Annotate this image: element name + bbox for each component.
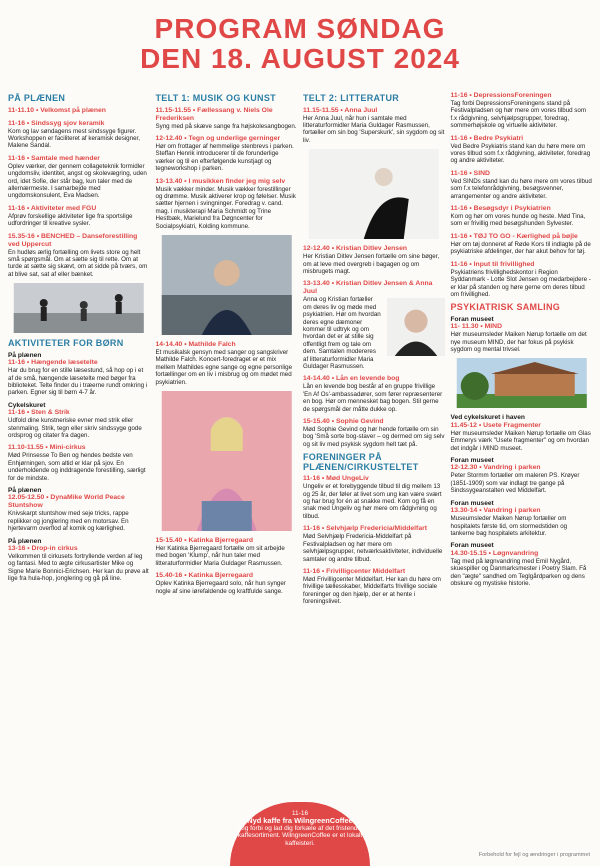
- event-heading: 14-14.40 • Mathilde Falch: [155, 340, 236, 348]
- event-item: [451, 457, 593, 495]
- event-body: Hør om tøj donneret af Røde Kors til indlagte på de psykiatriske afdelinger, der har akut behov for tøj.: [450, 240, 591, 256]
- dance-photo: [8, 283, 150, 333]
- museum-photo: [451, 358, 593, 408]
- event-item: [451, 261, 593, 299]
- event-heading: 14.30-15.15 • Løgnvandring: [450, 549, 539, 557]
- event-location: På plænen: [8, 351, 42, 359]
- event-heading: 11-16 • Sten & Strik: [8, 409, 70, 417]
- event-item: [8, 487, 150, 533]
- event-heading: 11-16 • TØJ TO GO - Kærlighed på bøjle: [450, 232, 578, 240]
- kristian-photo: [387, 298, 445, 356]
- event-body: Har du brug for en stille læsestund, så hop op i et af de små, hængende læsetelte med bøger fra biblioteket. Telte finder du i træerne rundt omkring i parken. Egner sig til børn 4-7 år.: [8, 367, 148, 397]
- event-item: [156, 107, 298, 130]
- event-item: [8, 538, 150, 583]
- column-2: [156, 92, 298, 827]
- event-item: [156, 537, 298, 567]
- column-3: [303, 92, 445, 827]
- event-location: Foran museet: [450, 457, 494, 465]
- event-heading: 11-11.10 • Velkomst på plænen: [8, 106, 106, 114]
- event-heading: 12.05-12.50 • DynaMike World Peace Stuntshow: [8, 494, 125, 510]
- column-1: [8, 92, 150, 827]
- event-heading: 11-16 • Input til frivillighed: [450, 260, 535, 268]
- event-item: [303, 107, 445, 145]
- event-body: Syng med på skæve sange fra højskolesangbogen.: [155, 122, 297, 130]
- footnote: Forbehold for fejl og ændringer i programmet: [478, 852, 590, 858]
- event-location: Foran museet: [450, 499, 494, 507]
- event-heading: 11-16 • Sindssyg sjov keramik: [8, 119, 105, 127]
- event-body: Mød Frivilligcenter Middelfart. Her kan du høre om frivillige tællesskaber, Middelfarts frivillige sociale foreninger og den hjælp, der er at hente i foreningslivet.: [303, 575, 441, 606]
- event-item: [303, 475, 445, 520]
- event-item: [303, 525, 445, 563]
- event-body: En hudløs ærlig fortælling om livets store og helt små spørgsmål. Om at sætte sig til rette. Om at turde at sætte sig skævt, om at sidde på tværs, om at blive sat, sat af eller bænket.: [8, 248, 148, 278]
- event-heading: 15-15.40 • Katinka Bjerregaard: [155, 537, 254, 544]
- event-body: Her Kristian Ditlev Jensen fortælle om sine bøger, om at leve med overgreb i bagagen og om misbrugets magt.: [303, 253, 440, 275]
- event-location: Foran museet: [450, 315, 494, 323]
- event-body: Musik vækker minder. Musik vækker forestillinger og drømme. Musik aktiverer krop og følelser. Musik sætter hjernen i svingninger. Foredrag v. cand. mag. i musikterapi Maria Schmidt og Trine Hestbæk, Marielund fra Døgncenter for Socialpsykiatri, Kolding kommune.: [155, 185, 296, 230]
- event-body: Oplev Katinka Bjerregaard solo, når hun synger nogle af sine iørefaldende og kraftfulde sange.: [155, 580, 286, 595]
- event-body: Velkommen til cirkusets fortryllende verden af leg og fantasi. Med to ægte cirkusartister Mike og Signe Marie Bonnici-Erichsen. Her kan du prøve alt lige fra hula-hop, jonglering og gå på line.: [8, 553, 149, 583]
- event-heading: 11.45-12 • Usete Fragmenter: [450, 421, 541, 429]
- event-heading: 11-16 • Frivilligcenter Middelfart: [303, 567, 406, 575]
- coffee-banner: [230, 802, 370, 866]
- event-body: Mød Selvhjælp Fredericia-Middelfart på Festivalpladsen og hør mere om selvhjælpsgrupper, netværksaktiviteter, individuelle samtaler og andre tilbud.: [303, 533, 443, 563]
- event-heading: 12-12.30 • Vandring i parken: [450, 464, 541, 472]
- event-item: [451, 135, 593, 165]
- event-item: [8, 205, 150, 228]
- event-heading: 11-16 • SIND: [450, 169, 490, 177]
- event-location: Foran museet: [450, 542, 494, 550]
- event-item: [303, 568, 445, 606]
- event-heading: 11-16 • DepressionsForeningen: [450, 92, 552, 99]
- title-line-1: PROGRAM SØNDAG: [154, 13, 446, 44]
- event-item: [8, 107, 150, 115]
- event-heading: 11-16 • Bedre Psykiatri: [450, 134, 524, 142]
- event-body: Lån en levende bog består af en gruppe frivillige 'En Af Os'-ambassadører, som fører repræsenterer en bog. Hør om mennesket bag bogen. Stil gerne de spørgsmål der måtte dukke op.: [303, 383, 443, 413]
- event-location: På plænen: [8, 486, 42, 494]
- event-body: Ungeliv er et forebyggende tilbud til dig mellem 13 og 25 år, der føler at livet som ung kan være svært og har brug for én at snakke med. Kom og få en snak med Ungeliv og hør mere om rådgivning og tilbud.: [303, 483, 442, 520]
- event-item: [451, 233, 593, 256]
- program-columns: [8, 92, 592, 827]
- event-item: [156, 135, 298, 173]
- event-body: Hør museumsleder Maiken Nørup fortælle om det nye museum MIND, der har fokus på psykisk sygdom og mental trivsel.: [450, 331, 587, 354]
- section-heading: TELT 2: LITTERATUR: [303, 93, 400, 103]
- event-body: Psykiatriens frivillighedskontor i Region Syddanmark - Lotte Slot Jensen og medarbejdere - er klar på standen og høre gerne om deres tilbud om frivillighed.: [450, 268, 591, 298]
- event-heading: 12-12.40 • Tegn og underlige gerninger: [155, 134, 281, 142]
- event-heading: 12-12.40 • Kristian Ditlev Jensen: [303, 245, 408, 253]
- event-heading: 13-13.40 • Kristian Ditlev Jensen & Anna Juul: [303, 280, 433, 296]
- event-location: Cykelskuret: [8, 401, 46, 409]
- event-item: [303, 280, 445, 370]
- event-item: [451, 205, 593, 228]
- event-item: [451, 414, 593, 452]
- event-heading: 11-16 • Samtale med hænder: [8, 154, 100, 162]
- event-body: Knivskarpt stuntshow med seje tricks, rappe replikker og jonglering med en motorsav. En hjertevarm overflod af komik og kærlighed.: [8, 510, 129, 533]
- event-heading: 11- 11.30 • MIND: [450, 323, 502, 331]
- event-body: Udfold dine kunstneriske evner med strik eller stenmaling. Strik, tegn eller skriv sindssyge gode ordsprog og citater fra dagen.: [8, 417, 142, 439]
- event-body: Et musikalsk gensyn med sanger og sangskriver Mathilde Falch. Koncert-foredraget er et mix mellem Mathildes egne sange og egne personlige fortællinger om en liv i misbrug og om mødet med psykiatrien.: [155, 348, 293, 386]
- event-heading: 13-13.40 • I musikken finder jeg mig selv: [155, 177, 286, 185]
- event-heading: 13.30-14 • Vandring i parken: [450, 507, 541, 515]
- event-item: [451, 316, 593, 354]
- event-body: Tag forbi DepressionsForeningens stand på Festivalpladsen og hør mere om vores tilbud som f.x rådgivning, selvhjælpsgrupper, foredrag, sommerhøjskole og virtuelle aktiviteter.: [450, 100, 586, 130]
- event-body: Her Katinka Bjerregaard fortælle om sit arbejde med bogen 'Klump', når hun taler med litteraturformidler Maria Guldager Rasmussen.: [155, 545, 285, 567]
- event-body: Anna og Kristian fortæller om deres liv og møde med psykiatrien. Hør om hvordan deres egne dæmoner kommer til udtryk og om hvordan det er at stille sig offentligt frem og tale om dem. Samtalen modereres af litteraturformidler Maria Guldager Rasmussen.: [303, 296, 381, 370]
- event-heading: 15.35-16 • BENCHED – Danseforestilling ved Uppercut: [8, 232, 138, 248]
- event-body: Oplev værker, der gennem collageteknik formidler ungdomsliv, identitet, angst og skolevægring, uden ord, idet Sofie, der står bag, kun taler med de allernærmeste. I samarbejde med ungdomskonsulent, Eva Madsen.: [8, 162, 147, 200]
- event-heading: 15.40-16 • Katinka Bjerregaard: [155, 572, 254, 580]
- section-heading: PÅ PLÆNEN: [8, 93, 66, 103]
- event-body: Hør museumsleder Maiken Nørup fortælle om Glas Emmerys værk "Usete fragmenter" og om hvordan det indgår i MIND museet.: [450, 429, 591, 452]
- event-item: [8, 444, 150, 482]
- event-body: Kom og lav søndagens mest sindssyge figurer. Workshoppen er faciliteret af keramisk designer, Malene Sandal.: [8, 127, 140, 150]
- event-item: [156, 178, 298, 230]
- section-heading: FORENINGER PÅ PLÆNEN/CIRKUSTELTET: [303, 452, 419, 472]
- title-line-2: DEN 18. AUGUST 2024: [140, 43, 460, 74]
- event-body: Mød Prinsesse To Ben og hendes bedste ven Enhjørningen, som altid er klar på sjov. En underholdende og inddragende forestilling, særligt for de mindste.: [8, 452, 146, 482]
- event-item: [303, 418, 445, 448]
- event-body: Peter Stormm fortæller om maleren PS. Krøyer (1851-1909) som var indlagt tre gange på Sindssygeanstalten ved Middelfart.: [450, 472, 580, 495]
- section-heading: AKTIVITETER FOR BØRN: [8, 338, 124, 349]
- event-item: [8, 352, 150, 397]
- event-body: Afprøv forskellige aktiviteter lige fra sportslige udfordringer til kreative sysler.: [8, 212, 133, 228]
- event-heading: 14-14.40 • Lån en levende bog: [303, 375, 400, 383]
- banner-body: Kig forbi og lad dig forkæle af det fristende kaffesortiment. WilngreenCoffee er et lokalt kaffeisteri.: [237, 824, 363, 847]
- event-heading: 11.10-11.55 • Mini-cirkus: [8, 444, 86, 452]
- event-heading: 11.15-11.55 • Fællessang v. Niels Ole Frederiksen: [155, 106, 273, 122]
- event-item: [156, 341, 298, 386]
- event-item: [8, 402, 150, 440]
- event-heading: 11-16 • Mød UngeLiv: [303, 475, 369, 483]
- event-item: [8, 155, 150, 200]
- event-item: [8, 233, 150, 279]
- event-heading: 11-16 • Hængende læsetelte: [8, 359, 98, 367]
- event-item: [451, 500, 593, 538]
- event-heading: 13-16 • Drop-in cirkus: [8, 545, 78, 552]
- section-heading: TELT 1: MUSIK OG KUNST: [155, 93, 276, 103]
- event-heading: 11-16 • Besøgsdyr i Psykiatrien: [450, 205, 551, 213]
- column-4: [451, 92, 593, 827]
- event-item: [451, 170, 593, 200]
- event-item: [451, 542, 593, 587]
- event-body: Her Anna Juul, når hun i samtale med litteraturformidler Maria Guldager Rasmussen, fortæller om sin bog 'Superskurk', sin sygdom og sit liv.: [303, 114, 445, 144]
- event-heading: 11-16 • Selvhjælp Fredericia/Middelfart: [303, 525, 428, 533]
- section-heading: PSYKIATRISK SAMLING: [450, 302, 561, 313]
- event-body: Ved Bedre Psykiatris stand kan du høre mere om vores tilbud som f.x rådgivning, aktiviteter, foredrag og andre aktiviteter.: [450, 142, 591, 165]
- event-heading: 11-16 • Aktiviteter med FGU: [8, 204, 97, 212]
- event-body: Hør om frottager af hemmelige stenbrevs i parken. Steffan Henrik introducerer til de forunderlige værker og til en efterfølgende kunstjagt og tegneworkshop i parken.: [155, 142, 294, 173]
- mathilde-photo: [156, 235, 298, 335]
- page-title: [0, 14, 600, 74]
- event-body: Tag med på løgnvandring med Emil Nygård, skuespiller og Danmarksmester i Poetry Slam. Få den "ægte" sandhed om Teglgårdparken og dens obskure og mystiske historie.: [450, 557, 587, 587]
- event-item: [303, 375, 445, 413]
- anna-juul-photo: [303, 149, 445, 239]
- event-item: [8, 120, 150, 150]
- event-heading: 15-15.40 • Sophie Gevind: [303, 418, 384, 426]
- event-item: [451, 92, 593, 130]
- banner-time: 11-16: [291, 810, 309, 817]
- event-body: Kom og hør om vores hunde og heste. Mød Tina, som er frivillig med besøgshunden Sylvester.: [450, 213, 586, 228]
- event-location: Ved cykelskuret i haven: [450, 414, 525, 422]
- event-heading: 11.15-11.55 • Anna Juul: [303, 106, 378, 114]
- event-body: Museumsleder Maiken Nørup fortæller om hospitalets første tid, om stormedstiden og tankerne bag hospitalets arkitektur.: [450, 515, 568, 537]
- event-body: Mød Sophie Gevind og hør hende fortælle om sin bog 'Små sorte bog-staver – og dermed om sig selv og sit liv med psykisk sygdom helt tæt på.: [303, 426, 445, 448]
- banner-title: Nyd kaffe fra WilngreenCoffee: [247, 816, 353, 826]
- katinka-photo: [156, 391, 298, 531]
- event-item: [303, 245, 445, 275]
- event-body: Ved SINDs stand kan du høre mere om vores tilbud som f.x telefonrådgivning, besøgsvenner, arrangementer og andre aktiviteter.: [450, 177, 592, 200]
- event-item: [156, 572, 298, 595]
- event-location: På plænen: [8, 537, 42, 545]
